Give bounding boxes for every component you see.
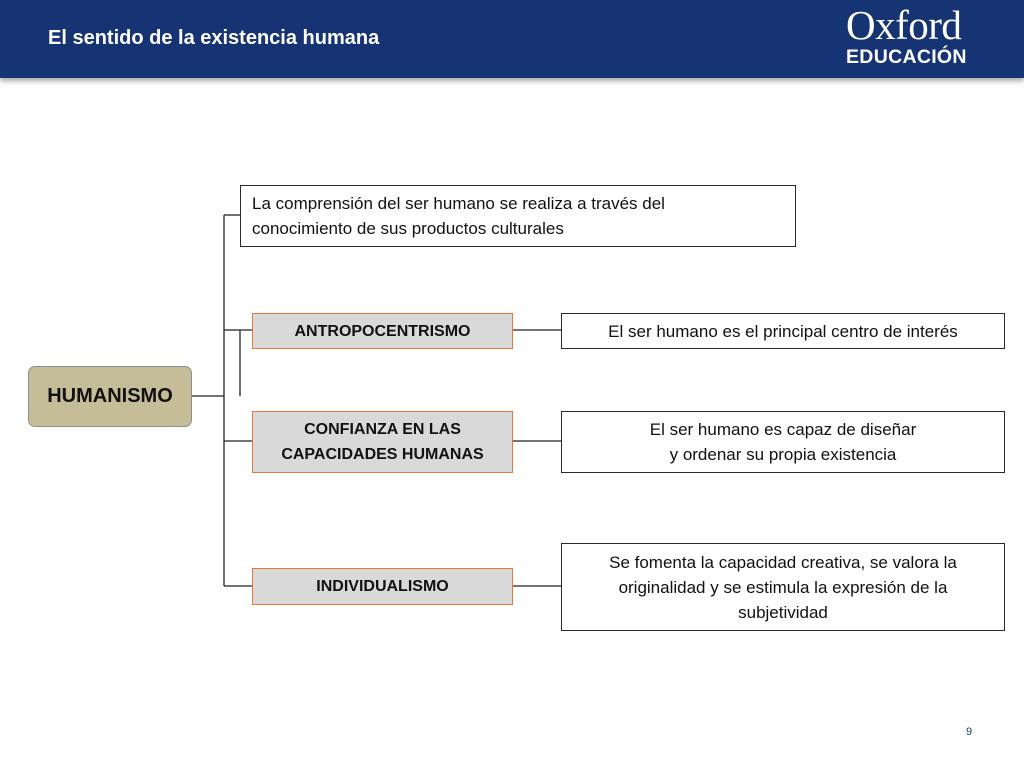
intro-line: conocimiento de sus productos culturales (252, 219, 564, 238)
branch-description-line: El ser humano es capaz de diseñar (649, 420, 917, 439)
root-node-humanismo (28, 366, 192, 427)
branch-label-line: INDIVIDUALISMO (316, 578, 449, 595)
branch-description-confianza (561, 411, 1005, 473)
branch-label-antropocentrismo (252, 313, 513, 349)
slide-title: El sentido de la existencia humana (48, 27, 380, 49)
branch-description-line: originalidad y se estimula la expresión de la (618, 577, 948, 597)
branch-label-individualismo (252, 568, 513, 605)
oxford-educacion-logo (846, 4, 976, 67)
branch-label-confianza (252, 411, 513, 473)
root-node-label: HUMANISMO (47, 385, 173, 407)
branch-description-antropocentrismo (561, 313, 1005, 349)
page-number: 9 (966, 726, 973, 738)
branch-description-individualismo (561, 543, 1005, 631)
branch-label-line: ANTROPOCENTRISMO (294, 322, 471, 340)
branch-description-line: El ser humano es el principal centro de interés (608, 321, 958, 341)
branch-description-line: Se fomenta la capacidad creativa, se valora la (609, 552, 957, 572)
branch-description-line: subjetividad (738, 602, 828, 622)
branch-description-line: y ordenar su propia existencia (669, 445, 897, 464)
intro-box (240, 185, 796, 247)
branch-label-line: CAPACIDADES HUMANAS (281, 446, 484, 463)
slide-header (0, 0, 1024, 78)
logo-wordmark-educacion: EDUCACIÓN (846, 46, 967, 68)
intro-line: La comprensión del ser humano se realiza a través del (252, 194, 665, 213)
logo-wordmark-oxford: Oxford (846, 2, 962, 48)
branch-label-line: CONFIANZA EN LAS (304, 421, 461, 438)
